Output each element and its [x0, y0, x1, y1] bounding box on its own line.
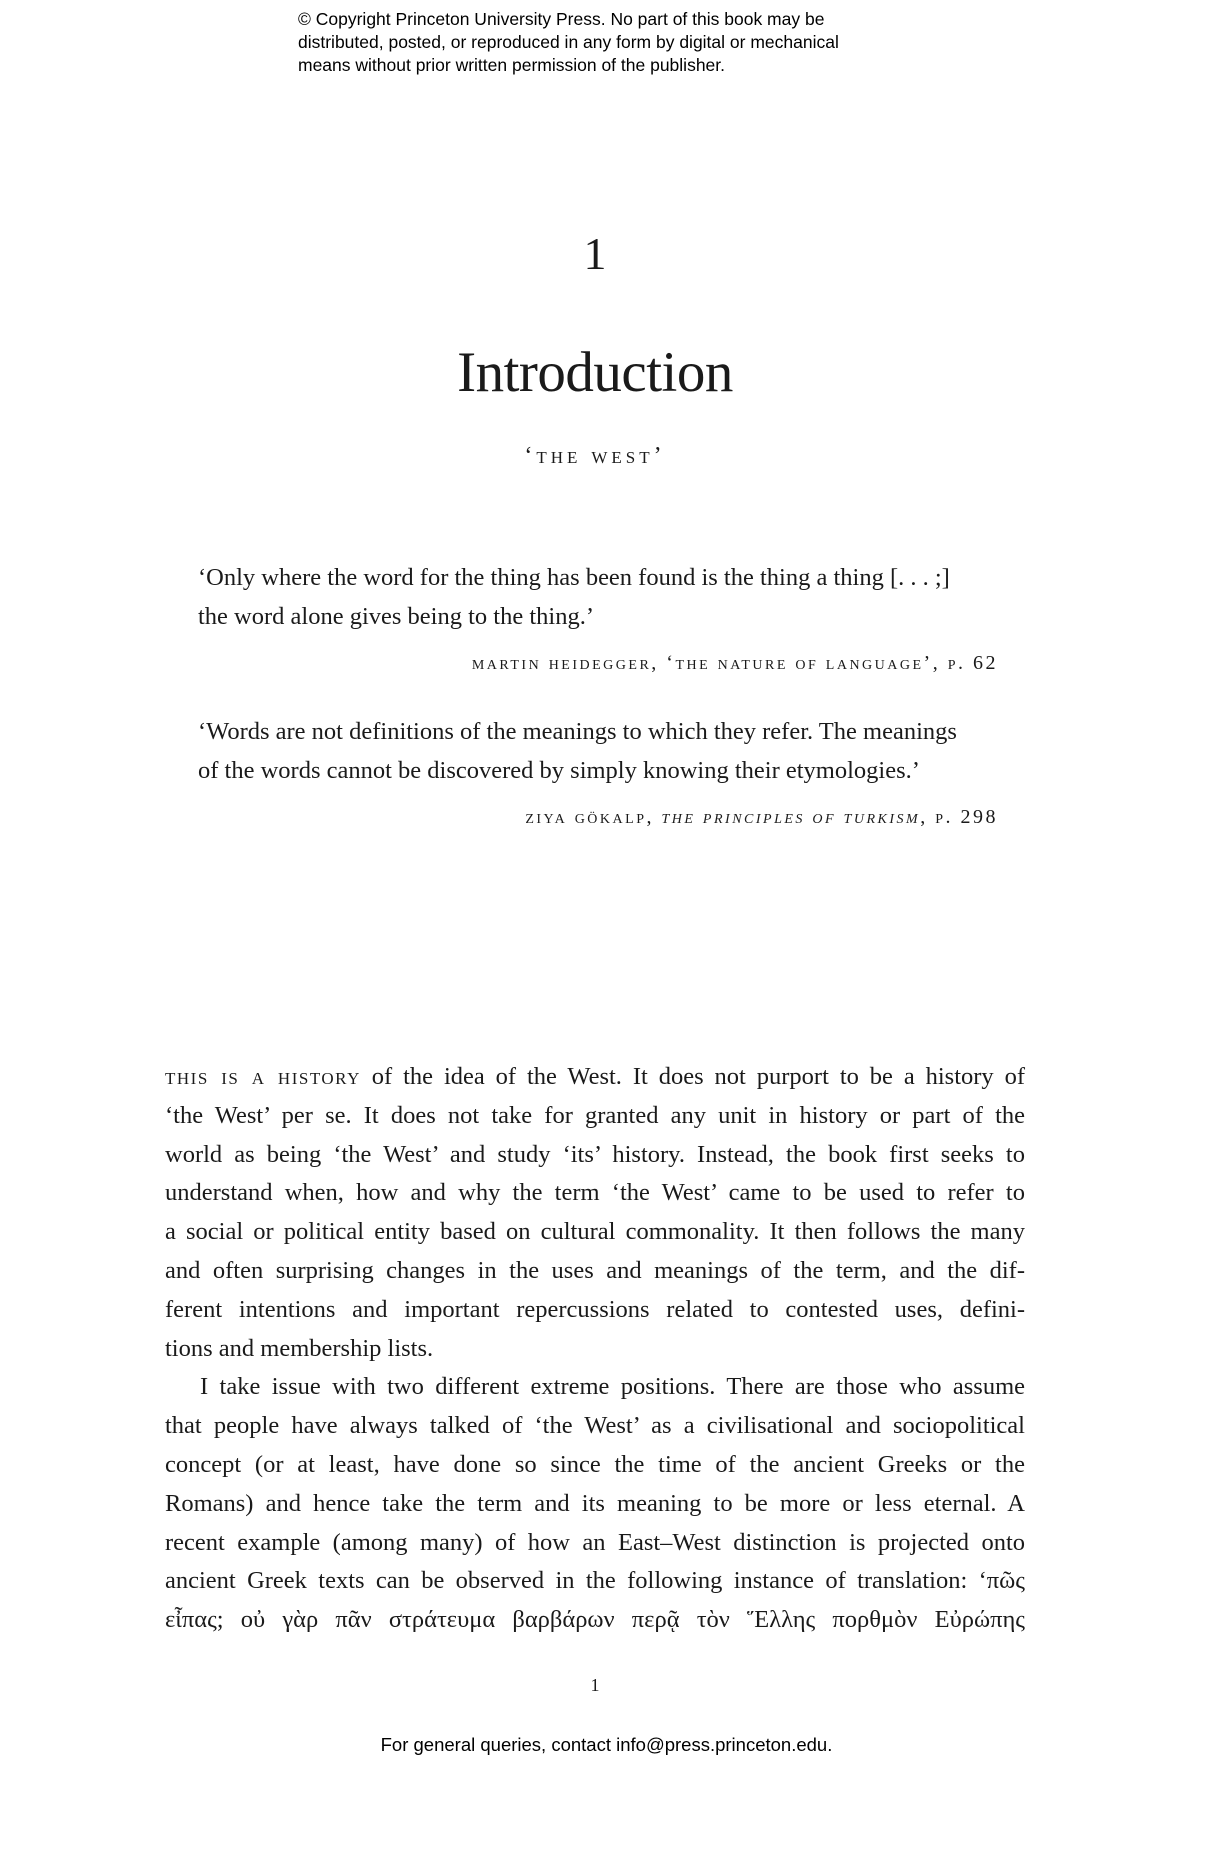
lead-in-small-caps: this is a history [165, 1063, 361, 1090]
body-line: that people have always talked of ‘the West’ as a civilisational and sociopolitical [165, 1412, 1025, 1440]
footer-contact: For general queries, contact info@press.princeton.edu. [380, 1734, 833, 1755]
attribution-page: , p. 298 [920, 806, 998, 828]
body-line: ancient Greek texts can be observed in the following instance of translation: ‘πῶς [165, 1567, 1025, 1595]
copyright-line: © Copyright Princeton University Press. No part of this book may be [298, 9, 825, 29]
attribution-author: ziya gökalp, [525, 806, 662, 828]
epigraph-heidegger [198, 558, 998, 678]
body-line: ferent intentions and important repercussions related to contested uses, defini- [165, 1295, 1025, 1323]
attribution-book-title: the principles of turkism [661, 806, 921, 828]
body-line: ‘the West’ per se. It does not take for granted any unit in history or part of the [165, 1101, 1025, 1129]
epigraph-attribution [198, 802, 998, 832]
copyright-line: means without prior written permission of the publisher. [298, 55, 726, 75]
body-line [165, 1058, 1025, 1097]
copyright-line: distributed, posted, or reproduced in any form by digital or mechanical [298, 32, 839, 52]
body-line: world as being ‘the West’ and study ‘its’ history. Instead, the book first seeks to [165, 1140, 1025, 1168]
body-line: I take issue with two different extreme positions. There are those who assume [200, 1373, 1025, 1401]
chapter-title: Introduction [457, 341, 733, 404]
epigraph-quote-line: the word alone gives being to the thing.’ [198, 603, 594, 630]
body-line: a social or political entity based on cultural commonality. It then follows the many [165, 1218, 1025, 1246]
body-line: tions and membership lists. [165, 1334, 434, 1362]
chapter-subtitle: ‘the west’ [524, 443, 666, 469]
body-line: and often surprising changes in the uses and meanings of the term, and the dif- [165, 1256, 1025, 1284]
body-line: εἶπας; οὐ γὰρ πᾶν στράτευμα βαρβάρων περᾷ τὸν Ἕλλης πορθμὸν Εὐρώπης [165, 1606, 1025, 1634]
body-line: understand when, how and why the term ‘the West’ came to be used to refer to [165, 1179, 1025, 1207]
attribution-text: martin heidegger, ‘the nature of language’, p. 62 [471, 652, 998, 674]
body-line-text: of the idea of the West. It does not purport to be a history of [360, 1063, 1026, 1090]
chapter-number: 1 [583, 228, 607, 279]
epigraph-quote-line: of the words cannot be discovered by simply knowing their etymologies.’ [198, 757, 920, 784]
body-line: Romans) and hence take the term and its meaning to be more or less eternal. A [165, 1489, 1025, 1517]
epigraph-quote-line: ‘Only where the word for the thing has been found is the thing a thing [. . . ;] [198, 564, 950, 591]
copyright-notice [298, 8, 938, 77]
body-text [165, 1058, 1025, 1640]
epigraph-quote-line: ‘Words are not definitions of the meanings to which they refer. The meanings [198, 718, 957, 745]
paragraph-1 [165, 1058, 1025, 1368]
paragraph-2 [165, 1368, 1025, 1640]
body-line: concept (or at least, have done so since the time of the ancient Greeks or the [165, 1450, 1025, 1478]
body-line: recent example (among many) of how an East–West distinction is projected onto [165, 1528, 1025, 1556]
epigraph-gokalp [198, 712, 998, 832]
page-number: 1 [590, 1675, 600, 1695]
epigraph-attribution [198, 648, 998, 678]
